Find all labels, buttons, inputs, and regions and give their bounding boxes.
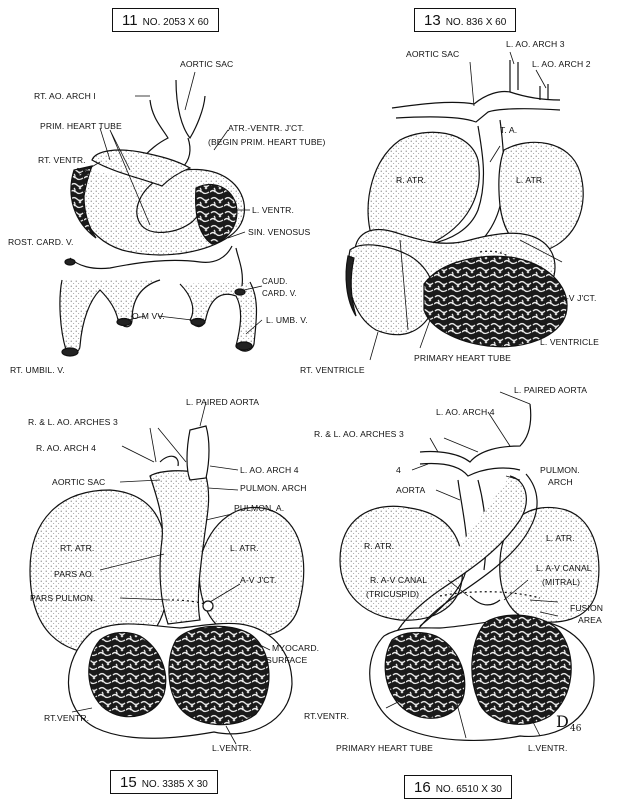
label-prim-heart-tube: PRIM. HEART TUBE bbox=[40, 121, 122, 131]
specimen-number: NO. 2053 X 60 bbox=[142, 17, 209, 28]
label-rl-ao-arches-3: R. & L. AO. ARCHES 3 bbox=[28, 417, 118, 427]
label-pulmon-arch: PULMON. ARCH bbox=[240, 483, 307, 493]
specimen-number: NO. 836 X 60 bbox=[445, 17, 507, 28]
label-area: AREA bbox=[578, 615, 602, 625]
label-ta: T. A. bbox=[500, 125, 518, 135]
label-r-ao-arch-4: R. AO. ARCH 4 bbox=[36, 443, 97, 453]
label-arch: ARCH bbox=[548, 477, 573, 487]
panel-11-caption bbox=[112, 8, 219, 32]
panel-13-drawing bbox=[346, 49, 583, 360]
label-pars-ao: PARS AO. bbox=[54, 569, 95, 579]
label-rt-atr: RT. ATR. bbox=[60, 543, 95, 553]
label-l-ao-arch-4: L. AO. ARCH 4 bbox=[436, 407, 495, 417]
label-sin-venosus: SIN. VENOSUS bbox=[248, 227, 311, 237]
panel-15-caption bbox=[110, 770, 218, 794]
label-aortic-sac: AORTIC SAC bbox=[52, 477, 106, 487]
label-pulmon: PULMON. bbox=[540, 465, 580, 475]
specimen-number: NO. 3385 X 30 bbox=[141, 779, 208, 790]
label-myocard: MYOCARD. bbox=[272, 643, 320, 653]
label-om-vv: O-M VV. bbox=[132, 311, 165, 321]
label-rav-canal: R. A-V CANAL bbox=[370, 575, 428, 585]
label-l-ao-arch-4: L. AO. ARCH 4 bbox=[240, 465, 299, 475]
label-av-jct: A-V J'CT. bbox=[560, 293, 597, 303]
label-card-v: CARD. V. bbox=[262, 289, 297, 298]
label-pars-pulmon: PARS PULMON. bbox=[30, 593, 96, 603]
label-fusion: FUSION bbox=[570, 603, 604, 613]
label-av-jct: A-V J'CT. bbox=[240, 575, 277, 585]
label-l-ventr: L.VENTR. bbox=[528, 743, 568, 753]
label-tricuspid: (TRICUSPID) bbox=[366, 589, 420, 599]
artist-initial: D bbox=[556, 712, 569, 731]
label-rt-ao-arch-1: RT. AO. ARCH I bbox=[34, 91, 96, 101]
label-l-umb-v: L. UMB. V. bbox=[266, 315, 308, 325]
specimen-number: NO. 6510 X 30 bbox=[435, 784, 502, 795]
label-l-ao-arch-2: L. AO. ARCH 2 bbox=[532, 59, 591, 69]
label-aorta: AORTA bbox=[396, 485, 426, 495]
label-lav-canal: L. A-V CANAL bbox=[536, 563, 592, 573]
label-l-atr: L. ATR. bbox=[546, 533, 575, 543]
label-pulmon-a: PULMON. A. bbox=[234, 503, 285, 513]
label-rt-ventricle: RT. VENTRICLE bbox=[300, 365, 365, 375]
label-l-paired-aorta: L. PAIRED AORTA bbox=[514, 385, 588, 395]
panel-number: 11 bbox=[122, 12, 138, 29]
panel-13-caption bbox=[414, 8, 516, 32]
label-rt-umbil-v: RT. UMBIL. V. bbox=[10, 365, 65, 375]
label-arch-4: 4 bbox=[396, 465, 401, 475]
artist-year: 46 bbox=[570, 724, 582, 734]
label-r-atr: R. ATR. bbox=[364, 541, 395, 551]
label-l-paired-aorta: L. PAIRED AORTA bbox=[186, 397, 260, 407]
label-rt-ventr: RT.VENTR. bbox=[304, 711, 350, 721]
label-l-atr: L. ATR. bbox=[516, 175, 545, 185]
label-begin-prim-heart-tube: (BEGIN PRIM. HEART TUBE) bbox=[208, 137, 326, 147]
panel-number: 16 bbox=[414, 779, 431, 796]
label-rost-card-v: ROST. CARD. V. bbox=[8, 237, 74, 247]
panel-number: 13 bbox=[424, 12, 441, 29]
label-aortic-sac: AORTIC SAC bbox=[180, 59, 234, 69]
label-rt-ventr: RT.VENTR. bbox=[44, 713, 90, 723]
label-l-ventr: L. VENTR. bbox=[252, 205, 294, 215]
label-rt-ventr: RT. VENTR. bbox=[38, 155, 86, 165]
label-l-ao-arch-3: L. AO. ARCH 3 bbox=[506, 39, 565, 49]
panel-16-caption bbox=[404, 775, 512, 799]
panel-number: 15 bbox=[120, 774, 137, 791]
label-primary-heart-tube: PRIMARY HEART TUBE bbox=[414, 353, 511, 363]
label-aortic-sac: AORTIC SAC bbox=[406, 49, 460, 59]
label-surface: SURFACE bbox=[266, 655, 308, 665]
label-primary-heart-tube: PRIMARY HEART TUBE bbox=[336, 743, 433, 753]
label-rl-ao-arches-3: R. & L. AO. ARCHES 3 bbox=[314, 429, 404, 439]
label-l-ventr: L.VENTR. bbox=[212, 743, 252, 753]
label-atr-ventr-jct: ATR.-VENTR. J'CT. bbox=[228, 123, 305, 133]
label-mitral: (MITRAL) bbox=[542, 577, 581, 587]
label-r-atr: R. ATR. bbox=[396, 175, 427, 185]
label-l-ventricle: L. VENTRICLE bbox=[540, 337, 599, 347]
label-l-atr: L. ATR. bbox=[230, 543, 259, 553]
label-caud: CAUD. bbox=[262, 277, 288, 286]
